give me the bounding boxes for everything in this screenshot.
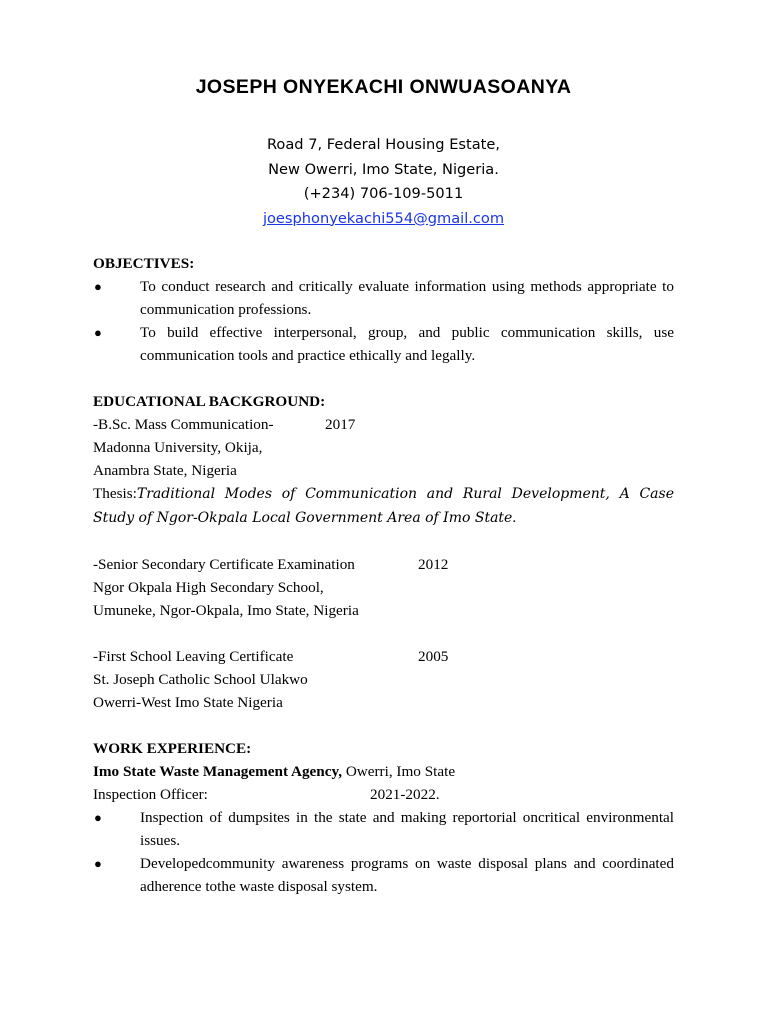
address-line-2: New Owerri, Imo State, Nigeria. bbox=[268, 160, 499, 178]
employer-name: Imo State Waste Management Agency, bbox=[93, 763, 343, 780]
duty-text: Inspection of dumpsites in the state and making reportorial oncritical environmental issues. bbox=[140, 809, 674, 849]
objective-item bbox=[93, 275, 674, 321]
email-link[interactable]: joesphonyekachi554@gmail.com bbox=[262, 209, 505, 227]
institution-line: Madonna University, Okija, bbox=[93, 439, 263, 456]
bullet-icon: ● bbox=[94, 279, 102, 294]
certificate-title: -First School Leaving Certificate bbox=[93, 648, 294, 665]
duty-item bbox=[93, 852, 674, 898]
objectives-heading: OBJECTIVES: bbox=[93, 255, 195, 272]
thesis-end: . bbox=[512, 509, 517, 526]
duty-item bbox=[93, 806, 674, 852]
bullet-icon: ● bbox=[94, 810, 102, 825]
role-line bbox=[93, 783, 674, 806]
objective-text: To conduct research and critically evaluate information using methods appropriate to communication professions. bbox=[140, 278, 674, 318]
employer-location: Owerri, Imo State bbox=[342, 763, 456, 780]
institution-line: Ngor Okpala High Secondary School, bbox=[93, 579, 324, 596]
certificate-year: 2012 bbox=[418, 556, 449, 573]
thesis-title: Traditional Modes of Communication and Rural Development, A Case Study of Ngor-Okpala Local Government Area of Imo State bbox=[93, 486, 674, 526]
address-line-1: Road 7, Federal Housing Estate, bbox=[266, 136, 501, 153]
certificate-year: 2005 bbox=[418, 648, 449, 665]
thesis-line bbox=[93, 482, 674, 530]
bullet-icon: ● bbox=[94, 325, 102, 340]
resume-body bbox=[93, 252, 674, 898]
education-entry-title bbox=[93, 645, 674, 668]
education-entry-title bbox=[93, 553, 674, 576]
contact-block bbox=[93, 133, 674, 231]
role-title: Inspection Officer: bbox=[93, 786, 208, 803]
education-entry-title bbox=[93, 413, 674, 436]
institution-line: St. Joseph Catholic School Ulakwo bbox=[93, 671, 308, 688]
thesis-label: Thesis: bbox=[93, 485, 137, 502]
degree-title: -B.Sc. Mass Communication- bbox=[93, 416, 274, 433]
role-period: 2021-2022. bbox=[370, 786, 440, 803]
duty-text: Developedcommunity awareness programs on waste disposal plans and coordinated adherence tothe waste disposal system. bbox=[140, 855, 674, 895]
objective-item bbox=[93, 321, 674, 367]
bullet-icon: ● bbox=[94, 856, 102, 871]
work-heading: WORK EXPERIENCE: bbox=[93, 740, 252, 757]
institution-line: Owerri-West Imo State Nigeria bbox=[93, 694, 283, 711]
institution-line: Umuneke, Ngor-Okpala, Imo State, Nigeria bbox=[93, 602, 359, 619]
institution-line: Anambra State, Nigeria bbox=[93, 462, 237, 479]
objective-text: To build effective interpersonal, group, and public communication skills, use communication tools and practice ethically and legally. bbox=[140, 324, 674, 364]
degree-year: 2017 bbox=[325, 416, 356, 433]
employer-line bbox=[93, 760, 674, 783]
phone-number: (+234) 706-109-5011 bbox=[303, 185, 464, 202]
candidate-name: JOSEPH ONYEKACHI ONWUASOANYA bbox=[195, 76, 572, 98]
education-heading: EDUCATIONAL BACKGROUND: bbox=[93, 393, 326, 410]
certificate-title: -Senior Secondary Certificate Examination bbox=[93, 556, 355, 573]
